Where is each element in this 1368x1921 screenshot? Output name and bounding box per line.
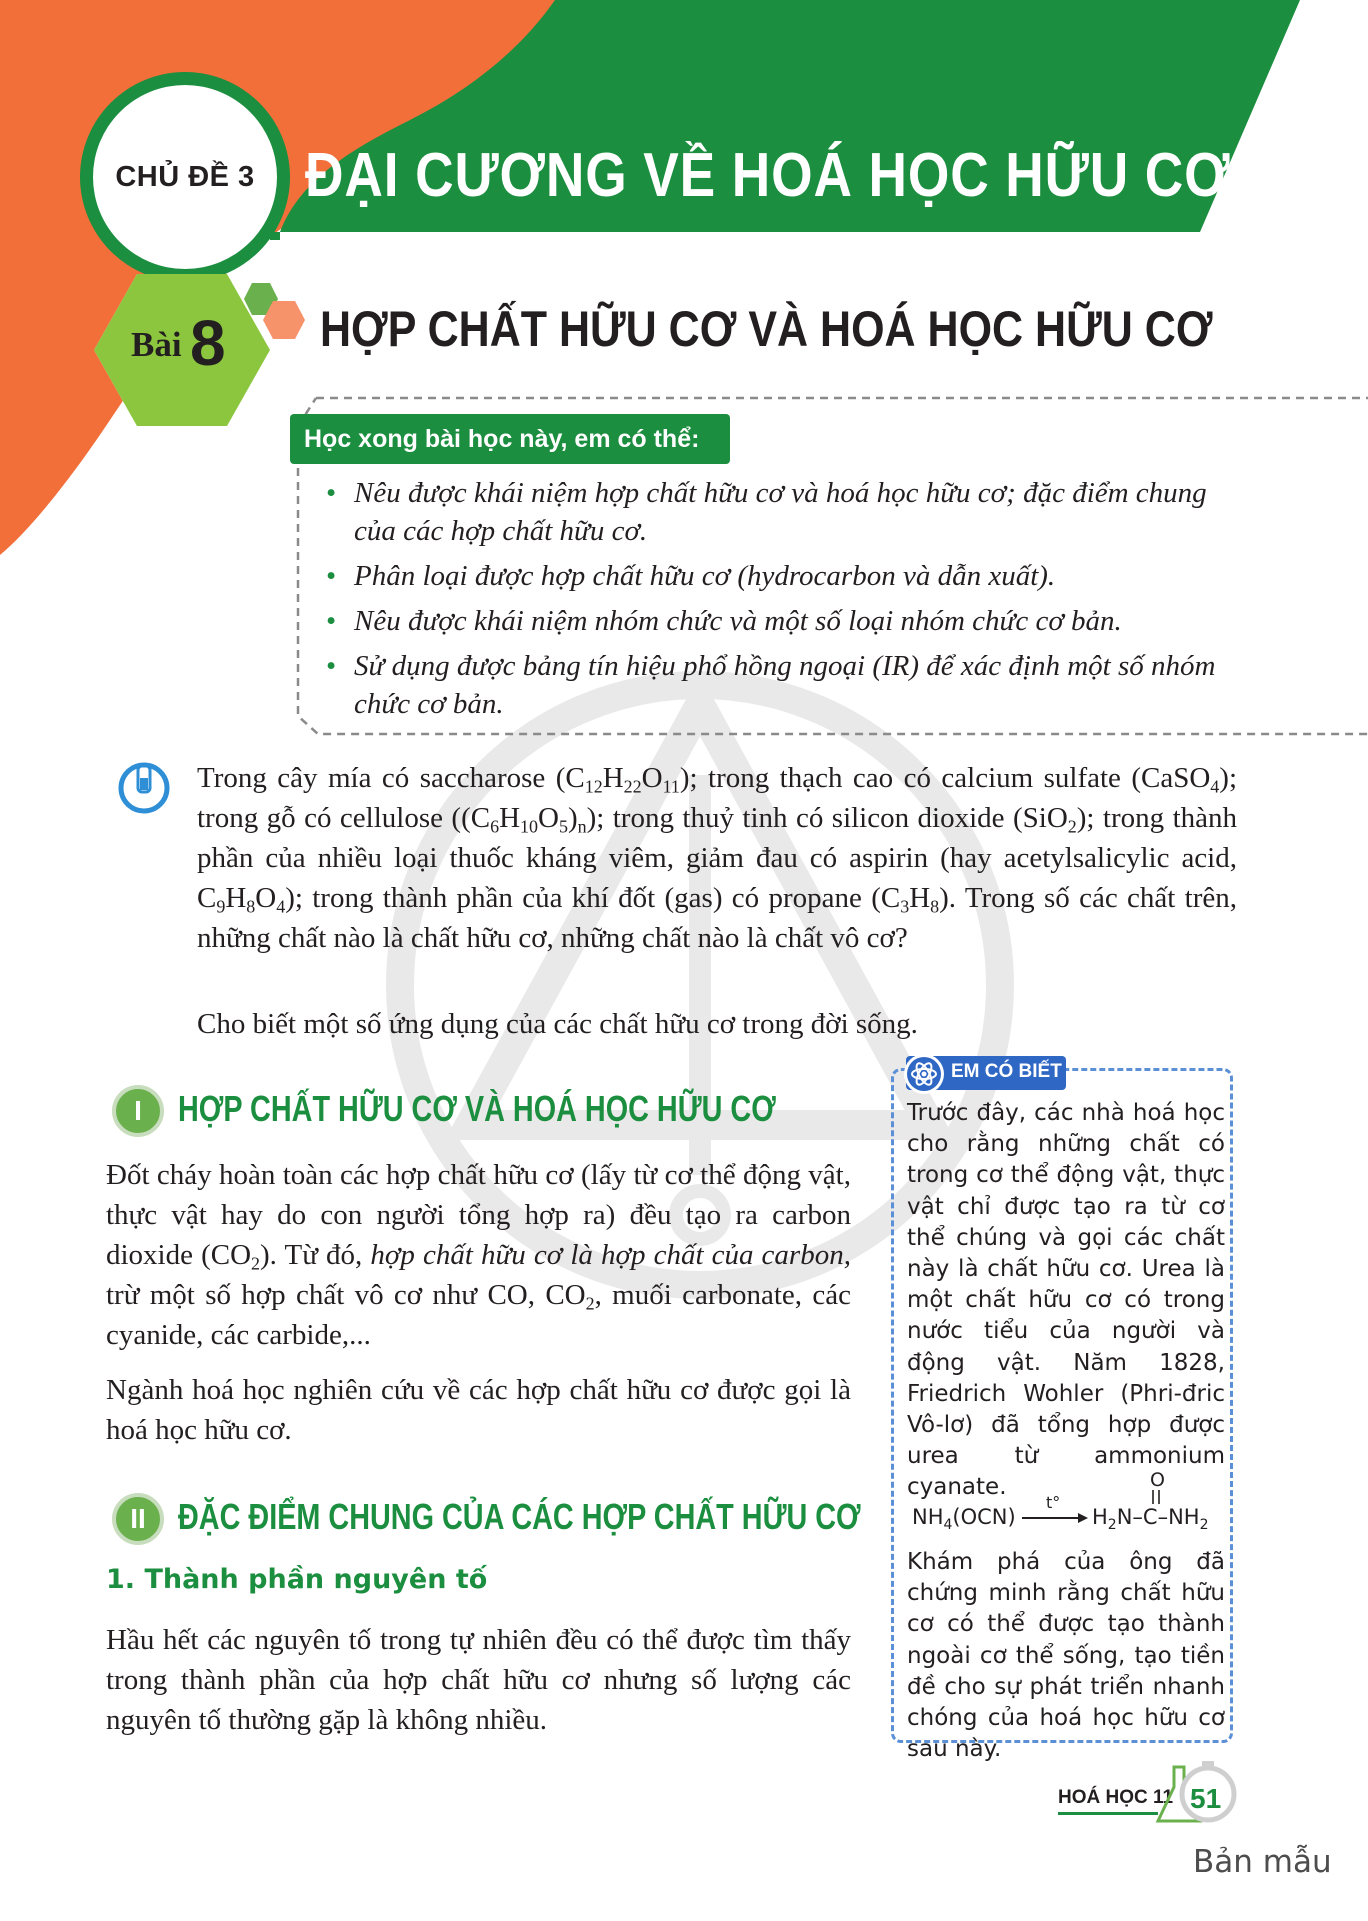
bullet-icon: • [326,605,337,637]
topic-label: CHỦ ĐỀ 3 [115,160,255,193]
atom-icon [902,1052,946,1096]
lesson-number: 8 [190,307,226,379]
question-icon [116,760,172,816]
svg-text:H2N–C–NH2: $H_2N-C-NH_2$ [1092,1505,1209,1533]
lesson-label: Bài [131,325,182,364]
objective-item: • Nêu được khái niệm hợp chất hữu cơ và hoá học hữu cơ; đặc điểm chung của các hợp chất hữu cơ. [322,474,1252,550]
objective-item: • Phân loại được hợp chất hữu cơ (hydrocarbon và dẫn xuất). [322,557,1252,595]
svg-text:t°: t° [1046,1493,1061,1512]
footer-rule [1058,1812,1158,1815]
footer-subject: HOÁ HỌC 11 [1058,1787,1174,1808]
objective-item: • Sử dụng được bảng tín hiệu phổ hồng ngoại (IR) để xác định một số nhóm chức cơ bản. [322,647,1252,723]
svg-text:NH4(OCN): $NH_4(OCN)$ [912,1505,1016,1533]
did-you-know-text: Trước đây, các nhà hoá học cho rằng những chất có trong cơ thể động vật, thực vật chỉ được tạo ra từ cơ thể chúng và gọi các chất này là chất hữu cơ. Urea là một chất hữu cơ có trong nước tiểu của người và động vật. Năm 1828, Friedrich Wohler (Phri-đric Vô-lơ) đã tổng hợp được urea từ ammonium cyanate. [907,1100,1225,1501]
topic-title: ĐẠI CƯƠNG VỀ HOÁ HỌC HỮU CƠ [305,141,1231,210]
section-2-title: ĐẶC ĐIỂM CHUNG CỦA CÁC HỢP CHẤT HỮU CƠ [178,1496,861,1537]
intro-question: Cho biết một số ứng dụng của các chất hữu cơ trong đời sống. [197,1008,918,1040]
section-2-paragraph: Hầu hết các nguyên tố trong tự nhiên đều có thể được tìm thấy trong thành phần của hợp chất hữu cơ nhưng số lượng các nguyên tố thường gặp là không nhiều. [106,1624,851,1736]
did-you-know-label: EM CÓ BIẾT [951,1061,1062,1082]
section-1-badge: I [112,1085,164,1137]
subsection-title: 1. Thành phần nguyên tố [106,1564,488,1595]
small-hexagon-orange [262,300,306,340]
section-1-paragraph: Đốt cháy hoàn toàn các hợp chất hữu cơ (lấy từ cơ thể động vật, thực vật hay do con người tổng hợp ra) đều tạo ra carbon dioxide $(CO_2)$. Từ đó, hợp chất hữu cơ là hợp chất của carbon, trừ một số hợp chất vô cơ như CO, $CO_2$, muối carbonate, các cyanide, các carbide,... [106,1159,851,1351]
objectives-label: Học xong bài học này, em có thể: [304,424,700,453]
objective-item: • Nêu được khái niệm nhóm chức và một số loại nhóm chức cơ bản. [322,602,1252,640]
did-you-know-text-2: Khám phá của ông đã chứng minh rằng chất hữu cơ có thể được tạo thành ngoài cơ thể sống, tạo tiền đề cho sự phát triển nhanh chóng của hoá học hữu cơ sau này. [907,1549,1225,1763]
page-number: 51 [1190,1783,1222,1814]
intro-paragraph: Trong cây mía có saccharose $(C_{12}H_{22}O_{11})$; trong thạch cao có calcium sulfate (CaSO$_4$); trong gỗ có cellulose $((C_6H_{10}O_5)_n)$; trong thuỷ tinh có silicon dioxide (SiO$_2$); trong thành phần của nhiều loại thuốc kháng viêm, giảm đau có aspirin (hay acetylsalicylic acid, $C_9H_8O_4$); trong thành phần của khí đốt (gas) có propane $(C_3H_8)$. Trong số các chất trên, những chất nào là chất hữu cơ, những chất nào là chất vô cơ? [197,762,1237,954]
urea-synthesis-equation [910,1468,1230,1538]
section-2-badge: II [112,1493,164,1545]
sample-watermark-label: Bản mẫu [1193,1844,1332,1880]
bullet-icon: • [326,650,337,682]
bullet-icon: • [326,477,337,509]
bullet-icon: • [326,560,337,592]
lesson-title: HỢP CHẤT HỮU CƠ VÀ HOÁ HỌC HỮU CƠ [320,301,1213,357]
objectives-header [290,414,730,464]
svg-text:O: O [1150,1469,1165,1491]
section-1-paragraph-2: Ngành hoá học nghiên cứu về các hợp chất hữu cơ được gọi là hoá học hữu cơ. [106,1374,851,1446]
objectives-list [322,474,1252,730]
section-1-title: HỢP CHẤT HỮU CƠ VÀ HOÁ HỌC HỮU CƠ [178,1088,776,1129]
topic-badge [80,72,290,282]
